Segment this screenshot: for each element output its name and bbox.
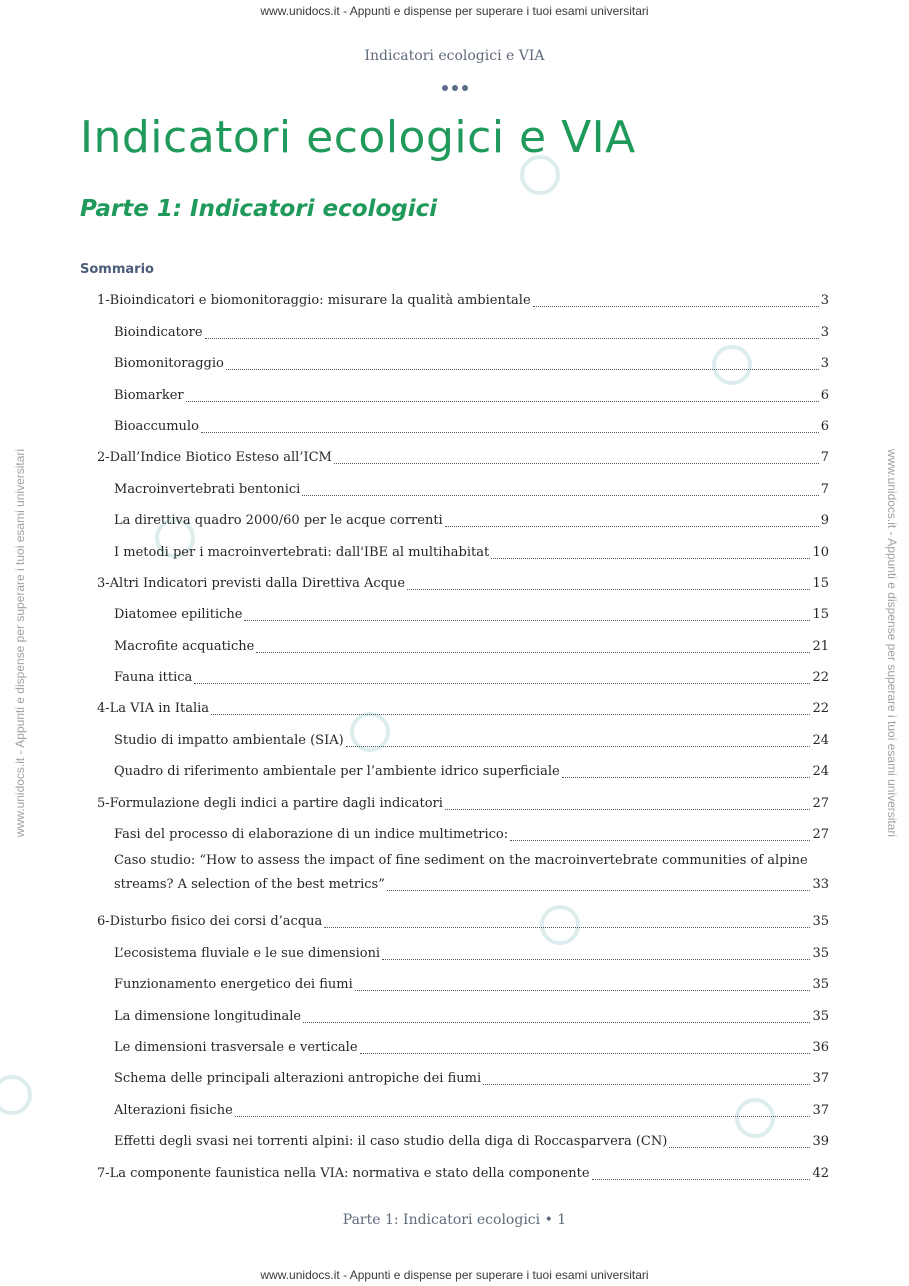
watermark-banner-top: www.unidocs.it - Appunti e dispense per superare i tuoi esami universitari	[260, 4, 649, 18]
toc-page-number: 35	[812, 914, 829, 930]
toc-entry-title: Macrofite acquatiche	[114, 638, 255, 654]
toc-page-number: 7	[820, 450, 829, 466]
toc-entry[interactable]	[97, 313, 829, 344]
toc-entry-title: L’ecosistema fluviale e le sue dimensioni	[114, 945, 381, 961]
toc-entry[interactable]	[97, 502, 829, 533]
toc-entry-title: Bioindicatore	[114, 324, 203, 340]
toc-entry[interactable]	[97, 565, 829, 596]
toc-entry-title: 6-Disturbo fisico dei corsi d’acqua	[97, 914, 323, 930]
toc-entry-title-continued: streams? A selection of the best metrics”	[114, 877, 385, 893]
footer-page-number: 1	[557, 1212, 567, 1228]
toc-entry[interactable]	[97, 690, 829, 721]
toc-entry[interactable]	[97, 1029, 829, 1060]
toc-entry[interactable]	[97, 533, 829, 564]
running-header: Indicatori ecologici e VIA	[364, 48, 545, 64]
toc-entry[interactable]	[97, 847, 829, 903]
toc-dot-leader	[346, 746, 811, 747]
toc-entry[interactable]	[97, 753, 829, 784]
toc-dot-leader	[360, 1053, 811, 1054]
toc-page-number: 3	[820, 324, 829, 340]
toc-page-number: 6	[820, 418, 829, 434]
toc-dot-leader	[355, 990, 811, 991]
page-footer	[0, 1212, 909, 1228]
toc-entry-title: La direttiva quadro 2000/60 per le acque correnti	[114, 513, 443, 529]
toc-dot-leader	[201, 432, 819, 433]
toc-entry-title: Diatomee epilitiche	[114, 607, 243, 623]
toc-entry[interactable]	[97, 596, 829, 627]
toc-entry-title: 2-Dall’Indice Biotico Esteso all’ICM	[97, 450, 332, 466]
watermark-logo-icon	[0, 1075, 32, 1115]
toc-entry-title: 1-Bioindicatori e biomonitoraggio: misurare la qualità ambientale	[97, 293, 531, 309]
toc-page-number: 10	[812, 544, 829, 560]
toc-entry[interactable]	[97, 721, 829, 752]
toc-dot-leader	[483, 1084, 810, 1085]
toc-entry-title: Schema delle principali alterazioni antropiche dei fiumi	[114, 1071, 482, 1087]
toc-entry-title: 5-Formulazione degli indici a partire dagli indicatori	[97, 795, 443, 811]
toc-entry-title: Bioaccumulo	[114, 418, 199, 434]
toc-page-number: 27	[812, 795, 829, 811]
part-title: Parte 1: Indicatori ecologici	[80, 196, 438, 222]
toc-dot-leader	[211, 714, 810, 715]
toc-page-number: 21	[812, 638, 829, 654]
toc-entry-title: Le dimensioni trasversale e verticale	[114, 1039, 358, 1055]
toc-page-number: 39	[812, 1134, 829, 1150]
toc-dot-leader	[592, 1179, 811, 1180]
toc-dot-leader	[533, 306, 819, 307]
toc-page-number: 9	[820, 513, 829, 529]
watermark-banner-bottom: www.unidocs.it - Appunti e dispense per superare i tuoi esami universitari	[260, 1268, 649, 1282]
toc-entry-title: Biomarker	[114, 387, 184, 403]
toc-page-number: 36	[812, 1039, 829, 1055]
toc-entry[interactable]	[97, 659, 829, 690]
toc-dot-leader	[510, 840, 810, 841]
toc-page-number: 24	[812, 764, 829, 780]
toc-dot-leader	[669, 1147, 810, 1148]
toc-entry[interactable]	[97, 784, 829, 815]
toc-entry-title: Fasi del processo di elaborazione di un indice multimetrico:	[114, 827, 509, 843]
toc-entry-title: La dimensione longitudinale	[114, 1008, 302, 1024]
toc-entry-title: Biomonitoraggio	[114, 356, 224, 372]
toc-entry[interactable]	[97, 903, 829, 934]
toc-entry[interactable]	[97, 627, 829, 658]
toc-page-number: 15	[812, 575, 829, 591]
toc-entry[interactable]	[97, 997, 829, 1028]
toc-page-number: 42	[812, 1165, 829, 1181]
toc-entry-title: Funzionamento energetico dei fiumi	[114, 977, 353, 993]
toc-page-number: 35	[812, 945, 829, 961]
toc-page-number: 37	[812, 1071, 829, 1087]
toc-dot-leader	[303, 1022, 810, 1023]
toc-page-number: 27	[812, 827, 829, 843]
toc-entry[interactable]	[97, 470, 829, 501]
toc-dot-leader	[387, 890, 811, 891]
header-dots-icon	[0, 76, 909, 95]
toc-page-number: 6	[820, 387, 829, 403]
toc-dot-leader	[445, 809, 811, 810]
table-of-contents	[97, 282, 829, 1186]
toc-entry-title: 3-Altri Indicatori previsti dalla Direttiva Acque	[97, 575, 406, 591]
toc-entry[interactable]	[97, 1091, 829, 1122]
watermark-side-left: www.unidocs.it - Appunti e dispense per superare i tuoi esami universitari	[13, 448, 27, 838]
toc-entry[interactable]	[97, 1154, 829, 1185]
toc-entry-title: Caso studio: “How to assess the impact of fine sediment on the macroinvertebrate communities of alpine	[114, 853, 808, 869]
toc-entry-title: 7-La componente faunistica nella VIA: normativa e stato della componente	[97, 1165, 590, 1181]
toc-entry-title: Fauna ittica	[114, 670, 193, 686]
toc-dot-leader	[186, 401, 819, 402]
toc-entry-title: Studio di impatto ambientale (SIA)	[114, 732, 344, 748]
toc-dot-leader	[244, 620, 810, 621]
toc-dot-leader	[205, 338, 819, 339]
toc-entry[interactable]	[97, 1123, 829, 1154]
toc-entry-title: Alterazioni fisiche	[114, 1102, 233, 1118]
toc-page-number: 3	[820, 356, 829, 372]
footer-bullet: •	[544, 1212, 553, 1228]
toc-entry-title: Quadro di riferimento ambientale per l’ambiente idrico superficiale	[114, 764, 560, 780]
toc-entry[interactable]	[97, 439, 829, 470]
toc-page-number: 15	[812, 607, 829, 623]
toc-page-number: 35	[812, 977, 829, 993]
toc-entry[interactable]	[97, 1060, 829, 1091]
footer-section: Parte 1: Indicatori ecologici	[342, 1212, 541, 1228]
toc-dot-leader	[194, 683, 810, 684]
toc-entry[interactable]	[97, 282, 829, 313]
toc-dot-leader	[382, 959, 810, 960]
toc-dot-leader	[334, 463, 819, 464]
toc-page-number: 7	[820, 481, 829, 497]
document-title: Indicatori ecologici e VIA	[80, 112, 636, 163]
toc-dot-leader	[491, 558, 810, 559]
toc-dot-leader	[562, 777, 811, 778]
toc-dot-leader	[235, 1116, 811, 1117]
watermark-side-right: www.unidocs.it - Appunti e dispense per superare i tuoi esami universitari	[885, 448, 899, 838]
toc-dot-leader	[226, 369, 819, 370]
toc-dot-leader	[407, 589, 810, 590]
toc-dot-leader	[324, 927, 810, 928]
toc-entry-title: I metodi per i macroinvertebrati: dall'IBE al multihabitat	[114, 544, 490, 560]
toc-entry[interactable]	[97, 966, 829, 997]
toc-entry-title: Macroinvertebrati bentonici	[114, 481, 301, 497]
toc-page-number: 3	[820, 293, 829, 309]
toc-page-number: 33	[812, 877, 829, 893]
toc-dot-leader	[256, 652, 810, 653]
toc-page-number: 35	[812, 1008, 829, 1024]
toc-entry[interactable]	[97, 345, 829, 376]
toc-dot-leader	[302, 495, 818, 496]
toc-entry[interactable]	[97, 934, 829, 965]
toc-entry-title: Effetti degli svasi nei torrenti alpini: il caso studio della diga di Roccasparvera (CN)	[114, 1134, 668, 1150]
toc-page-number: 37	[812, 1102, 829, 1118]
toc-heading: Sommario	[80, 262, 154, 277]
toc-entry[interactable]	[97, 816, 829, 847]
toc-page-number: 22	[812, 670, 829, 686]
toc-entry-title: 4-La VIA in Italia	[97, 701, 210, 717]
toc-page-number: 22	[812, 701, 829, 717]
toc-dot-leader	[445, 526, 819, 527]
toc-page-number: 24	[812, 732, 829, 748]
toc-entry[interactable]	[97, 376, 829, 407]
toc-entry[interactable]	[97, 408, 829, 439]
